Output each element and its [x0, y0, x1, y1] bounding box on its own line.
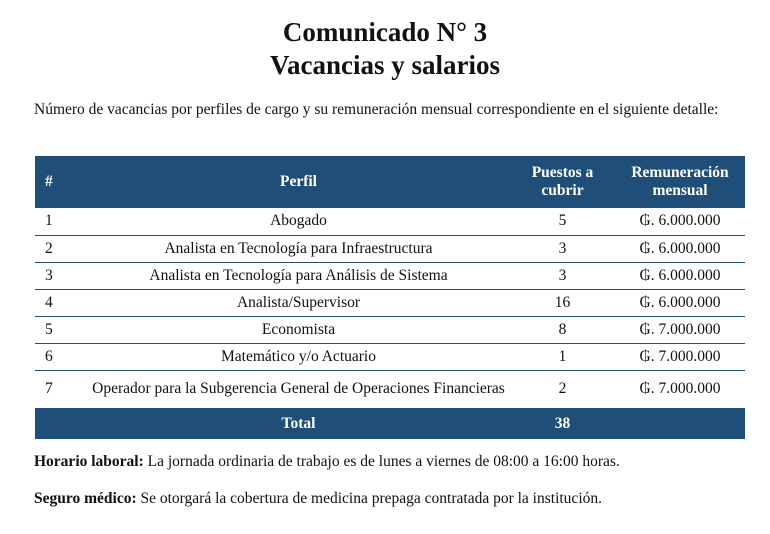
- row-puestos: 1: [510, 343, 615, 370]
- table-row: [35, 208, 745, 235]
- table-row: [35, 370, 745, 408]
- row-num: 1: [35, 208, 87, 235]
- intro-paragraph: Número de vacancias por perfiles de cargo y su remuneración mensual correspondiente en el siguiente detalle:: [34, 101, 719, 118]
- seguro-note: [34, 489, 754, 508]
- row-remuneracion: ₲. 6.000.000: [615, 208, 745, 235]
- row-perfil: Abogado: [87, 208, 510, 235]
- table-row: [35, 316, 745, 343]
- row-puestos: 8: [510, 316, 615, 343]
- document-title: [0, 16, 770, 82]
- row-remuneracion: ₲. 6.000.000: [615, 235, 745, 262]
- row-remuneracion: ₲. 6.000.000: [615, 262, 745, 289]
- horario-note: [34, 452, 754, 471]
- vacancies-table: [35, 156, 745, 439]
- title-line-1: Comunicado N° 3: [282, 17, 488, 47]
- header-num: #: [35, 156, 87, 208]
- total-row: [35, 408, 745, 439]
- header-perfil: Perfil: [87, 156, 510, 208]
- row-remuneracion: ₲. 6.000.000: [615, 289, 745, 316]
- row-remuneracion: ₲. 7.000.000: [615, 343, 745, 370]
- row-perfil: Analista/Supervisor: [87, 289, 510, 316]
- seguro-text: Se otorgará la cobertura de medicina prepaga contratada por la institución.: [136, 490, 602, 507]
- row-num: 6: [35, 343, 87, 370]
- table-header: [35, 156, 745, 208]
- horario-text: La jornada ordinaria de trabajo es de lunes a viernes de 08:00 a 16:00 horas.: [143, 453, 620, 470]
- row-perfil: Matemático y/o Actuario: [87, 343, 510, 370]
- row-num: 7: [35, 370, 87, 408]
- header-remuneracion: Remuneración mensual: [615, 156, 745, 208]
- table-row: [35, 262, 745, 289]
- row-puestos: 16: [510, 289, 615, 316]
- total-spacer: [615, 408, 745, 439]
- total-value: 38: [510, 408, 615, 439]
- total-label: Total: [87, 408, 510, 439]
- table-row: [35, 289, 745, 316]
- table-footer: [35, 408, 745, 439]
- row-perfil: Analista en Tecnología para Análisis de Sistema: [87, 262, 510, 289]
- row-num: 2: [35, 235, 87, 262]
- seguro-label: Seguro médico:: [34, 490, 137, 507]
- row-puestos: 3: [510, 235, 615, 262]
- title-line-2: Vacancias y salarios: [269, 50, 500, 80]
- row-puestos: 5: [510, 208, 615, 235]
- row-remuneracion: ₲. 7.000.000: [615, 316, 745, 343]
- header-puestos: Puestos a cubrir: [510, 156, 615, 208]
- row-perfil: Operador para la Subgerencia General de Operaciones Financieras: [87, 370, 510, 408]
- row-remuneracion: ₲. 7.000.000: [615, 370, 745, 408]
- row-puestos: 3: [510, 262, 615, 289]
- row-num: 3: [35, 262, 87, 289]
- row-perfil: Economista: [87, 316, 510, 343]
- total-spacer: [35, 408, 87, 439]
- horario-label: Horario laboral:: [34, 453, 144, 470]
- table-row: [35, 235, 745, 262]
- table-row: [35, 343, 745, 370]
- row-num: 4: [35, 289, 87, 316]
- row-puestos: 2: [510, 370, 615, 408]
- row-perfil: Analista en Tecnología para Infraestructura: [87, 235, 510, 262]
- row-num: 5: [35, 316, 87, 343]
- table-body: [35, 208, 745, 408]
